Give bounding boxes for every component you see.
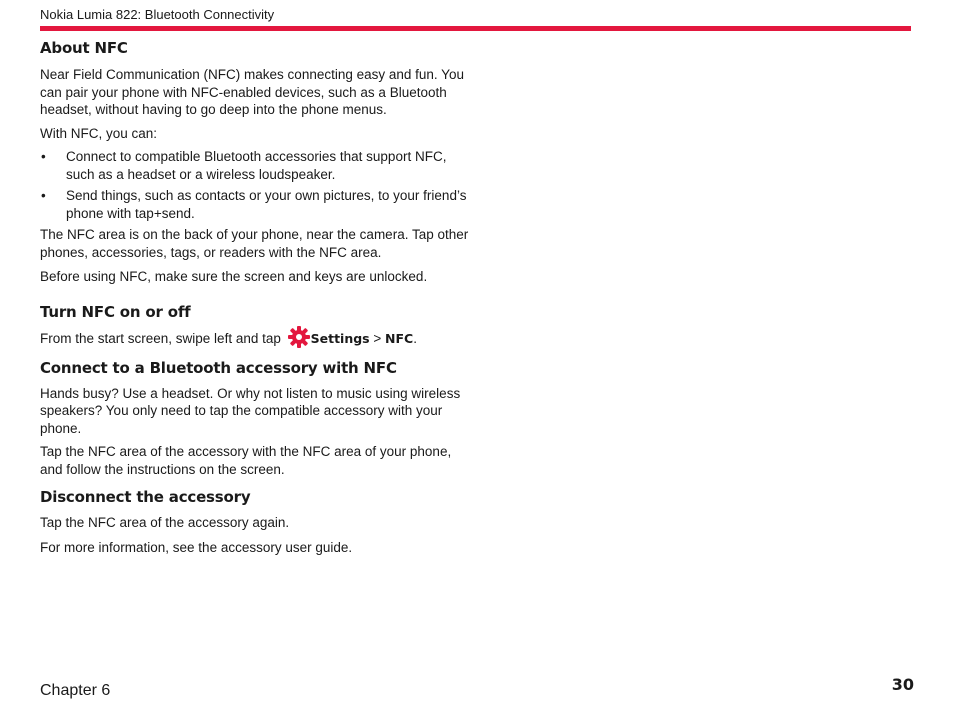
section-heading-disconnect: Disconnect the accessory xyxy=(40,488,251,506)
nfc-area-note: The NFC area is on the back of your phone, near the camera. Tap other phones, accessories, tags, or readers with the NFC area. xyxy=(40,227,469,260)
header-divider xyxy=(40,26,911,31)
bullet-marker: • xyxy=(41,188,46,203)
about-nfc-intro: Near Field Communication (NFC) makes connecting easy and fun. You can pair your phone with NFC-enabled devices, such as a Bluetooth headset, without having to go deep into the phone menus. xyxy=(40,67,464,117)
page-content xyxy=(40,38,470,556)
bullet-marker: • xyxy=(41,149,46,164)
path-separator: > xyxy=(369,330,386,346)
turn-nfc-instructions xyxy=(40,325,470,349)
list-item xyxy=(40,187,470,222)
list-item-text: Connect to compatible Bluetooth accessories that support NFC, such as a headset or a wireless loudspeaker. xyxy=(66,149,447,182)
instruction-end: . xyxy=(413,330,417,346)
page-number: 30 xyxy=(891,675,914,694)
instruction-text: From the start screen, swipe left and tap xyxy=(40,330,285,346)
about-nfc-lead: With NFC, you can: xyxy=(40,125,158,141)
list-item-text: Send things, such as contacts or your own pictures, to your friend’s phone with tap+send. xyxy=(66,188,467,221)
section-heading-about-nfc: About NFC xyxy=(40,39,128,57)
settings-gear-icon xyxy=(287,325,311,349)
settings-label: Settings xyxy=(310,330,370,346)
nfc-label: NFC xyxy=(385,330,414,346)
connect-paragraph-1: Hands busy? Use a headset. Or why not listen to music using wireless speakers? You only need to tap the compatible accessory with your phone. xyxy=(40,385,461,436)
footer-chapter-label: Chapter 6 xyxy=(40,682,111,699)
running-header-title: Nokia Lumia 822: Bluetooth Connectivity xyxy=(40,7,275,22)
disconnect-paragraph-1: Tap the NFC area of the accessory again. xyxy=(40,515,290,530)
section-heading-connect: Connect to a Bluetooth accessory with NFC xyxy=(40,358,397,377)
list-item xyxy=(40,148,470,183)
connect-paragraph-2: Tap the NFC area of the accessory with the NFC area of your phone, and follow the instructions on the screen. xyxy=(40,444,452,477)
nfc-capabilities-list xyxy=(40,148,470,222)
nfc-unlock-note: Before using NFC, make sure the screen and keys are unlocked. xyxy=(40,269,428,284)
disconnect-paragraph-2: For more information, see the accessory user guide. xyxy=(40,539,353,555)
section-heading-turn-nfc: Turn NFC on or off xyxy=(40,302,191,321)
